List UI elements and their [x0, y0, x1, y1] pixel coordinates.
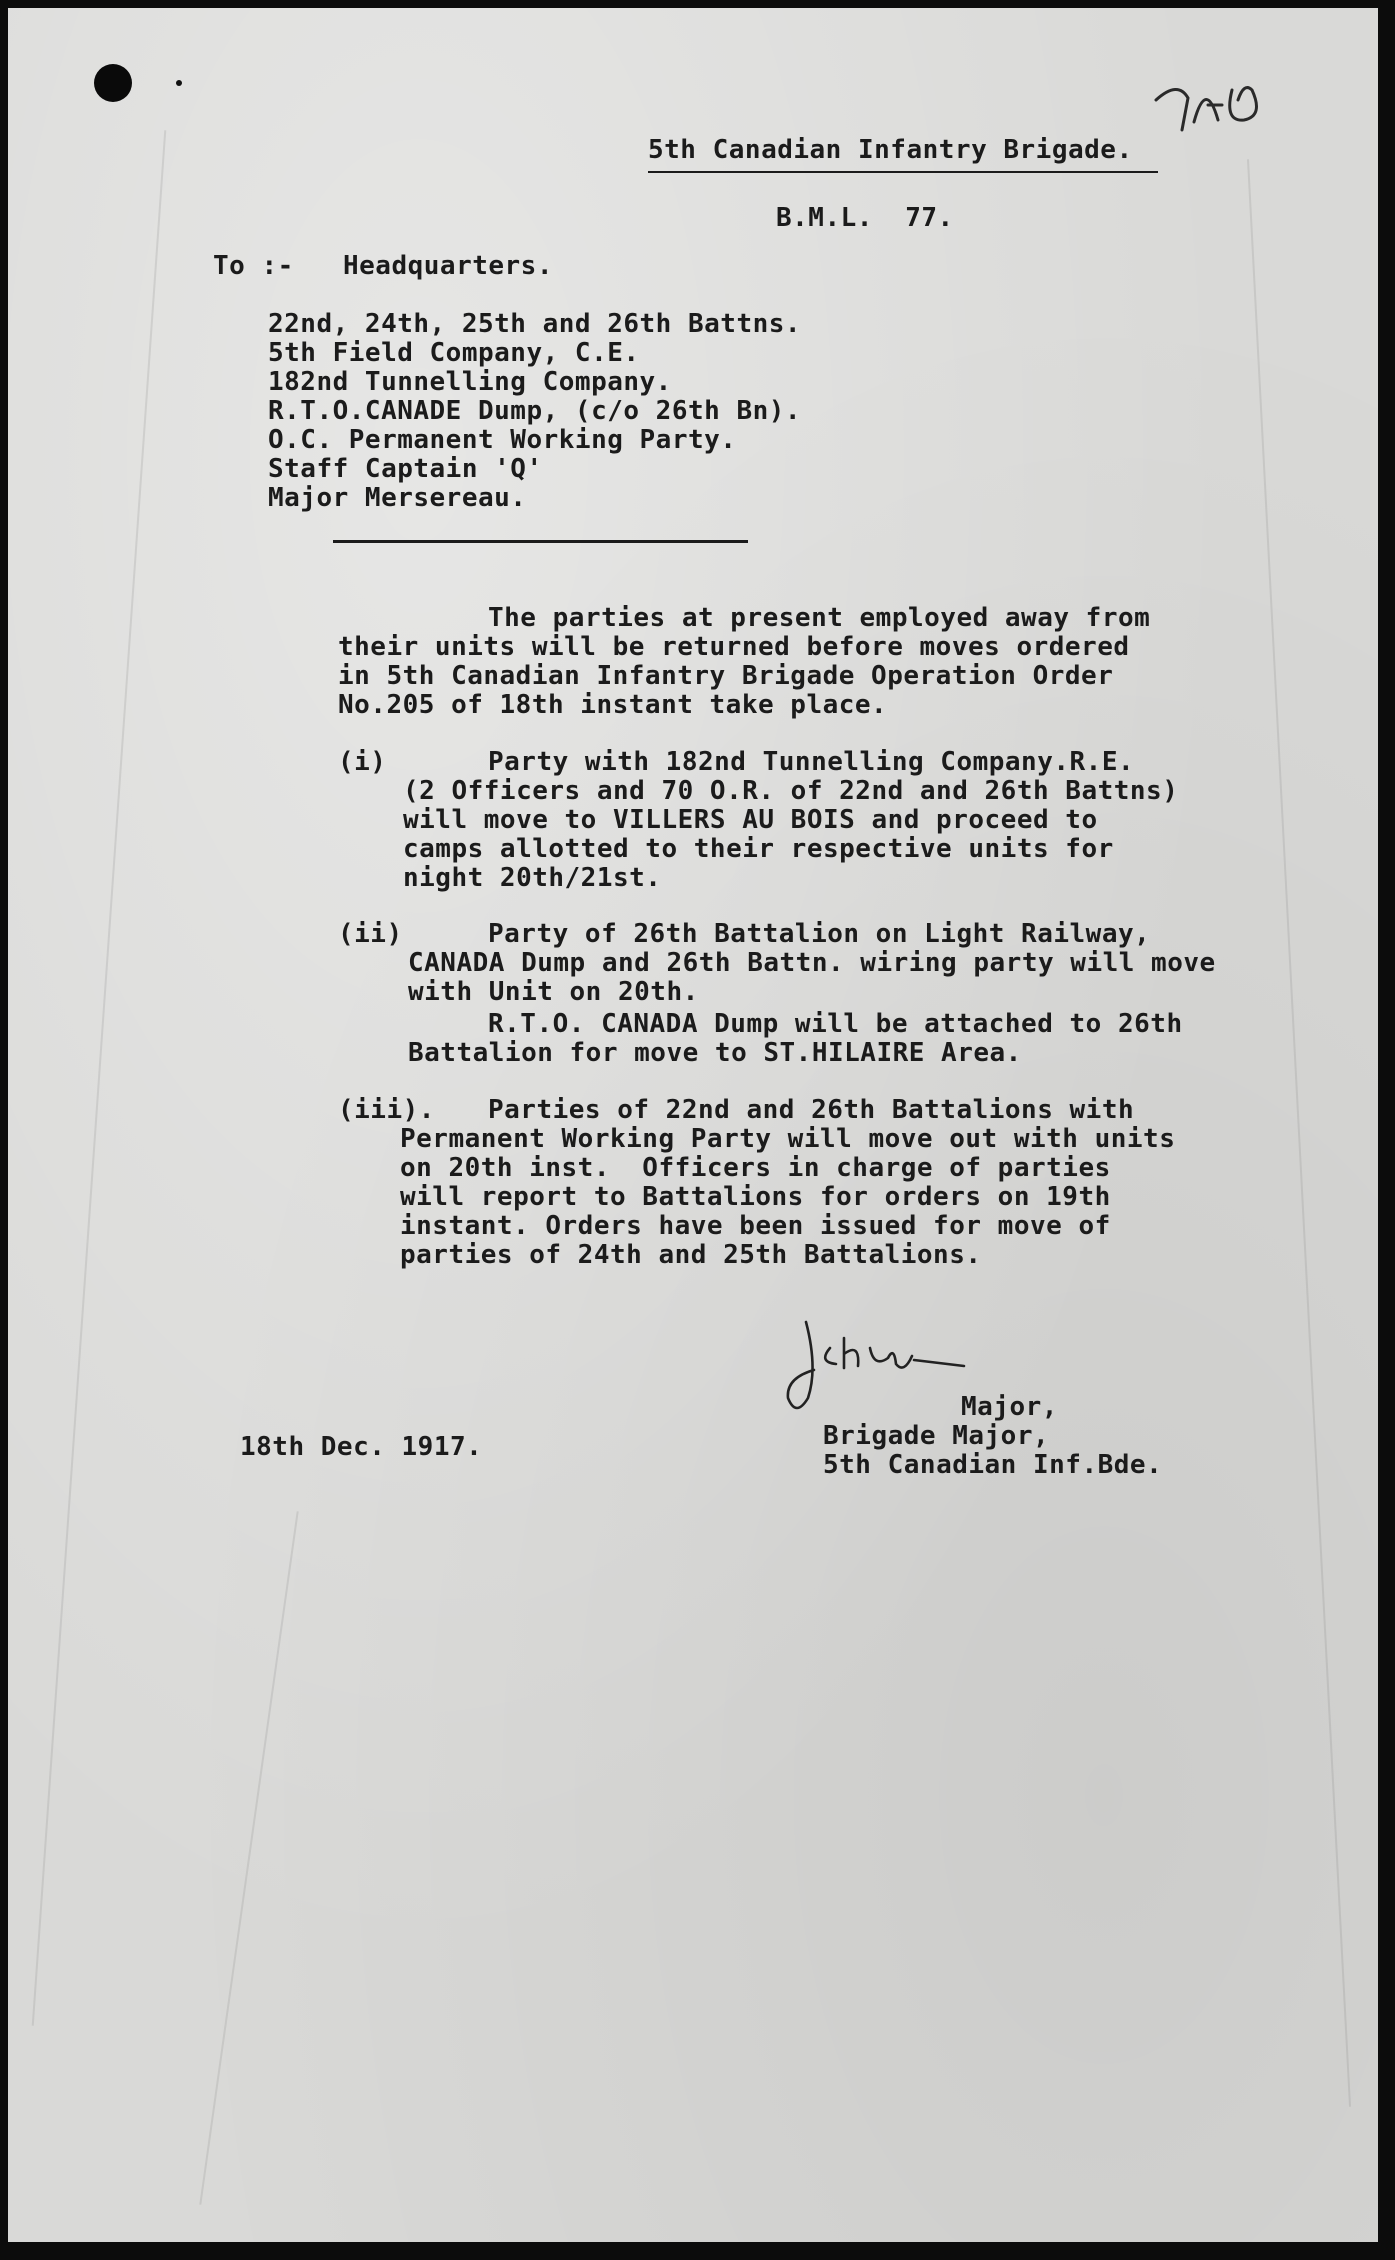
item-line: with Unit on 20th.: [408, 977, 699, 1007]
item-line: R.T.O. CANADA Dump will be attached to 26th: [488, 1009, 1183, 1039]
heading-underline: [648, 171, 1158, 173]
reference-number: B.M.L. 77.: [776, 203, 954, 233]
document-date: 18th Dec. 1917.: [240, 1432, 483, 1462]
intro-line: The parties at present employed away from: [488, 603, 1151, 633]
item-line: will move to VILLERS AU BOIS and proceed to: [403, 805, 1098, 835]
addressee-first: Headquarters.: [343, 251, 553, 281]
addressee-line: 182nd Tunnelling Company.: [268, 367, 672, 397]
addressee-line: Major Mersereau.: [268, 483, 527, 513]
item-line: instant. Orders have been issued for move of: [400, 1211, 1111, 1241]
handwritten-signature: [778, 1308, 978, 1423]
item-line: Battalion for move to ST.HILAIRE Area.: [408, 1038, 1022, 1068]
item-line: will report to Battalions for orders on 19th: [400, 1182, 1111, 1212]
item-marker: (ii): [338, 919, 403, 949]
paper-crease: [1247, 159, 1351, 2106]
item-line: (2 Officers and 70 O.R. of 22nd and 26th Battns): [403, 776, 1179, 806]
punch-hole: [94, 64, 132, 102]
addressee-line: 5th Field Company, C.E.: [268, 338, 640, 368]
document-page: [8, 8, 1378, 2242]
ink-speck: [176, 80, 182, 86]
item-line: camps allotted to their respective units for: [403, 834, 1114, 864]
separator-rule: [333, 540, 748, 543]
addressee-line: R.T.O.CANADE Dump, (c/o 26th Bn).: [268, 396, 802, 426]
item-marker: (iii).: [338, 1095, 435, 1125]
paper-crease: [32, 130, 167, 2026]
signature-title: Brigade Major,: [823, 1421, 1050, 1451]
to-label: To :-: [213, 251, 294, 281]
addressee-line: Staff Captain 'Q': [268, 454, 543, 484]
item-line: night 20th/21st.: [403, 863, 662, 893]
item-line: Party of 26th Battalion on Light Railway,: [488, 919, 1151, 949]
item-line: parties of 24th and 25th Battalions.: [400, 1240, 982, 1270]
intro-line: No.205 of 18th instant take place.: [338, 690, 888, 720]
item-marker: (i): [338, 747, 387, 777]
item-line: CANADA Dump and 26th Battn. wiring party will move: [408, 948, 1216, 978]
item-line: Party with 182nd Tunnelling Company.R.E.: [488, 747, 1135, 777]
intro-line: in 5th Canadian Infantry Brigade Operation Order: [338, 661, 1114, 691]
paper-crease: [199, 1511, 298, 2204]
signature-rank: Major,: [961, 1392, 1058, 1422]
intro-line: their units will be returned before moves ordered: [338, 632, 1130, 662]
addressee-line: 22nd, 24th, 25th and 26th Battns.: [268, 309, 802, 339]
item-line: Permanent Working Party will move out with units: [400, 1124, 1176, 1154]
signature-unit: 5th Canadian Inf.Bde.: [823, 1450, 1163, 1480]
brigade-heading: 5th Canadian Infantry Brigade.: [648, 135, 1133, 165]
item-line: Parties of 22nd and 26th Battalions with: [488, 1095, 1135, 1125]
addressee-line: O.C. Permanent Working Party.: [268, 425, 737, 455]
item-line: on 20th inst. Officers in charge of parties: [400, 1153, 1111, 1183]
handwritten-mark: [1148, 60, 1298, 140]
